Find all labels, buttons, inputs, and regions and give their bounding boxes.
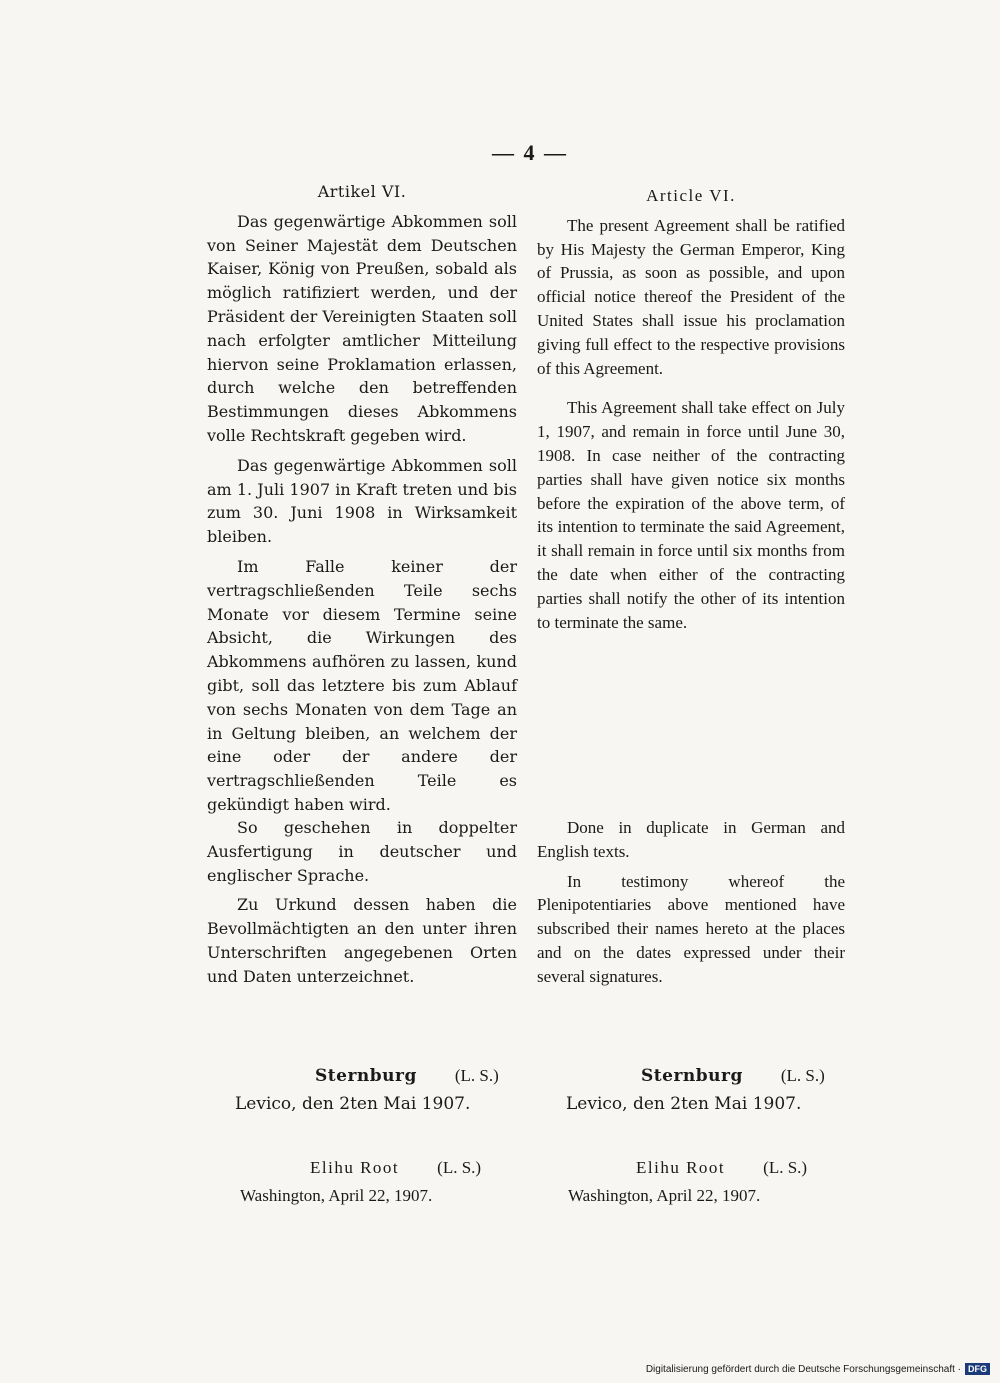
digitization-footer xyxy=(646,1363,990,1375)
english-paragraph-effect: This Agreement shall take effect on July 1, 1907, and remain in force until June 30, 1908. In case neither of the contracting parties shall have given notice six months before the expiration of the above term, of its intention to terminate the said Agreement, it shall remain in force until six months from the date when either of the contracting parties shall notify the other of its intention to terminate the same. xyxy=(537,398,845,632)
english-paragraph-ratification: The present Agreement shall be ratified by His Majesty the German Emperor, King of Prussia, as soon as possible, and upon official notice thereof the President of the United States shall issue his proclamation giving full effect to the respective provisions of this Agreement. xyxy=(537,215,845,378)
signature-date: Washington, April 22, 1907. xyxy=(240,1186,433,1205)
english-closing-testimony: In testimony whereof the Plenipotentiaries above mentioned have subscribed their names hereto at the places and on the dates expressed under their several signatures. xyxy=(537,871,845,986)
german-closing-duplicate: So geschehen in doppelter Ausfertigung in deutscher und englischer Sprache. xyxy=(207,818,517,885)
seal-mark: (L. S.) xyxy=(763,1158,808,1177)
signature-date: Levico, den 2ten Mai 1907. xyxy=(566,1094,802,1114)
english-article-column xyxy=(537,184,845,640)
german-closing-column xyxy=(207,816,517,995)
signature-date: Levico, den 2ten Mai 1907. xyxy=(235,1094,471,1114)
english-article-heading: Article VI. xyxy=(646,186,736,205)
signature-block-root-right xyxy=(568,1158,807,1206)
signature-block-sternburg-left xyxy=(235,1066,499,1114)
english-closing-duplicate: Done in duplicate in German and English texts. xyxy=(537,818,845,861)
seal-mark: (L. S.) xyxy=(437,1158,482,1177)
german-closing-testimony: Zu Urkund dessen haben die Bevollmächtigten an den unter ihren Unterschriften angegebenen Orten und Daten unterzeichnet. xyxy=(207,895,517,986)
german-article-heading: Artikel VI. xyxy=(317,182,407,201)
footer-text: Digitalisierung gefördert durch die Deutsche Forschungsgemeinschaft · xyxy=(645,1363,961,1375)
dfg-logo-icon: DFG xyxy=(965,1363,990,1375)
seal-mark: (L. S.) xyxy=(780,1066,825,1085)
signature-date: Washington, April 22, 1907. xyxy=(568,1186,761,1205)
signature-name: Sternburg xyxy=(315,1066,417,1086)
signature-name: Sternburg xyxy=(641,1066,743,1086)
signature-block-root-left xyxy=(240,1158,481,1206)
german-paragraph-effect: Das gegenwärtige Abkommen soll am 1. Juli 1907 in Kraft treten und bis zum 30. Juni 1908 in Wirksamkeit bleiben. xyxy=(207,455,517,547)
signature-name: Elihu Root xyxy=(636,1158,726,1177)
german-paragraph-ratification: Das gegenwärtige Abkommen soll von Seiner Majestät dem Deutschen Kaiser, König von Preußen, sobald als möglich ratifiziert werden, und der Präsident der Vereinigten Staaten soll nach erfolgter amtlicher Mitteilung hiervon seine Proklamation erlassen, durch welche den betreffenden Bestimmungen dieses Abkommens volle Rechtskraft gegeben wird. xyxy=(207,211,517,445)
seal-mark: (L. S.) xyxy=(454,1066,499,1085)
page-number: — 4 — xyxy=(492,140,568,165)
german-paragraph-termination: Im Falle keiner der vertragschließenden Teile sechs Monate vor diesem Termine seine Absicht, die Wirkungen des Abkommens aufhören zu lassen, kund gibt, soll das letztere bis zum Ablauf von sechs Monaten von dem Tage an in Geltung bleiben, an welchem der eine oder der andere der vertragschließenden Teile es gekündigt haben wird. xyxy=(207,556,517,814)
signature-name: Elihu Root xyxy=(310,1158,400,1177)
german-article-column xyxy=(207,180,517,823)
signature-block-sternburg-right xyxy=(566,1066,825,1114)
english-closing-column xyxy=(537,816,845,995)
